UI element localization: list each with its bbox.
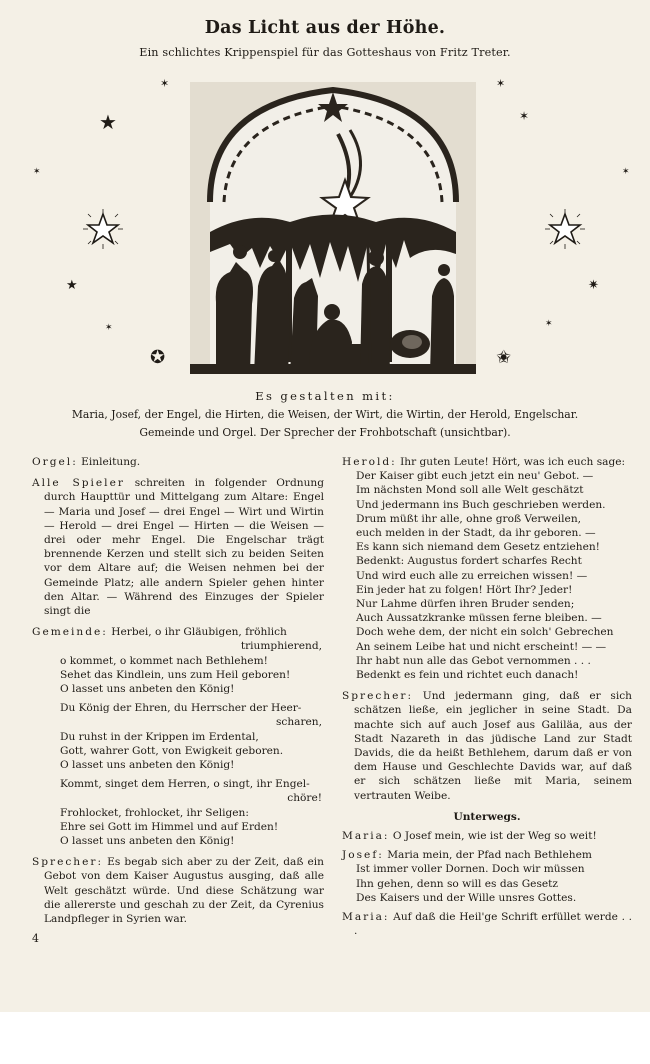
song-line: Sehet das Kindlein, uns zum Heil geboren! bbox=[60, 668, 291, 681]
verse-line: Auch Aussatzkranke müssen ferne bleiben. — bbox=[356, 612, 602, 625]
page-title: Das Licht aus der Höhe. bbox=[204, 18, 446, 38]
speaker-name: Orgel: bbox=[32, 456, 78, 468]
speaker-name: Maria: bbox=[342, 911, 390, 924]
speaker-name: Sprecher: bbox=[342, 690, 414, 703]
verse-line: Drum müßt ihr alle, ohne groß Verweilen, bbox=[356, 512, 582, 525]
verse-line: Ihn gehen, denn so will es das Gesetz bbox=[356, 877, 558, 890]
verse-line: O Josef mein, wie ist der Weg so weit! bbox=[389, 830, 597, 843]
radiant-star-icon bbox=[544, 208, 586, 250]
left-column bbox=[32, 455, 324, 926]
song-line: Kommt, singet dem Herren, o singt, ihr Engel- bbox=[60, 778, 310, 791]
small-star-icon: ★ bbox=[66, 278, 78, 293]
small-star-icon: ✶ bbox=[160, 77, 170, 90]
verse-line: Des Kaisers und der Wille unsres Gottes. bbox=[356, 891, 577, 904]
song-line: Ehre sei Gott im Himmel und auf Erden! bbox=[60, 820, 279, 833]
page-number: 4 bbox=[32, 932, 39, 945]
small-star-icon: ✶ bbox=[519, 109, 530, 123]
small-star-icon: ✶ bbox=[496, 77, 506, 90]
dialogue-line bbox=[342, 910, 632, 938]
dialogue-line bbox=[342, 829, 632, 843]
stage-direction bbox=[32, 476, 324, 618]
speaker-name: Gemeinde: bbox=[32, 626, 108, 639]
star-icon: ★ bbox=[99, 110, 117, 134]
dialogue-line bbox=[342, 455, 632, 469]
verse-line: Nur Lahme dürfen ihren Bruder senden; bbox=[356, 598, 575, 611]
song-line: triumphierend, bbox=[240, 640, 322, 653]
cast-list bbox=[20, 406, 630, 442]
speaker-name: Herold: bbox=[342, 456, 397, 468]
narration-text: Es begab sich aber zu der Zeit, daß ein Gebot von dem Kaiser Augustus ausging, daß alle Welt geschätzt würde. Und diese Schätzung war die allererste und geschah zu der Zeit, da Cyrenius Landpfleger in Syrien war. bbox=[44, 856, 324, 926]
narration bbox=[32, 855, 324, 926]
direction-text: Einleitung. bbox=[77, 456, 141, 468]
nativity-silhouette-illustration bbox=[190, 82, 476, 374]
verse-line: An seinem Leibe hat und nicht erscheint! — — bbox=[356, 640, 607, 653]
star-icon: ✬ bbox=[496, 347, 512, 368]
small-star-icon: ✷ bbox=[588, 278, 599, 293]
verse-line: Bedenkt es fein und richtet euch danach! bbox=[356, 669, 579, 682]
verse-line: Es kann sich niemand dem Gesetz entziehen! bbox=[356, 541, 600, 554]
verse-line: Bedenkt: Augustus fordert scharfes Recht bbox=[356, 555, 582, 568]
speaker-name: Sprecher: bbox=[32, 856, 104, 869]
song-line: chöre! bbox=[287, 792, 322, 805]
narration-text: Und jedermann ging, daß er sich schätzen ließe, ein jeglicher in seine Stadt. Da machte sich auf auch Josef aus Galiläa, aus der Stadt Nazareth in das jüdische Land zur Stadt Davids, die da heißt Bethlehem, darum daß er von dem Hause und Geschlechte Davids war, auf daß er sich schätzen ließe mit Maria, seinem vertrauten Weibe. bbox=[354, 690, 632, 802]
narration bbox=[342, 689, 632, 803]
direction-text: schreiten in folgender Ordnung durch Haupttür und Mittelgang zum Altare: Engel — Maria und Josef — drei Engel — Wirt und Wirtin — Herold — drei Engel — Hirten — die Weisen — drei oder mehr Engel. Die Engelschar trägt brennende Kerzen und stellt sich zu beiden Seiten vor dem Altare auf; die Weisen nehmen bei der Gemeinde Platz; alle andern Spieler gehen hinter den Altar. — Während des Einzuges der Spieler singt die bbox=[44, 477, 324, 618]
song-line: O lasset uns anbeten den König! bbox=[60, 835, 235, 848]
song-line: O lasset uns anbeten den König! bbox=[60, 683, 235, 696]
song-line: Frohlocket, frohlocket, ihr Seligen: bbox=[60, 806, 249, 819]
verse-line: Und jedermann ins Buch geschrieben werden. bbox=[356, 498, 606, 511]
tiny-star-icon: ✶ bbox=[545, 319, 553, 329]
cast-heading: Es gestalten mit: bbox=[255, 389, 395, 403]
tiny-star-icon: ✶ bbox=[33, 167, 41, 177]
song-line: O lasset uns anbeten den König! bbox=[60, 759, 235, 772]
verse-line: Ein jeder hat zu folgen! Hört Ihr? Jeder! bbox=[356, 583, 573, 596]
verse-line: Ist immer voller Dornen. Doch wir müssen bbox=[356, 863, 585, 876]
speaker-name: Maria: bbox=[342, 830, 390, 843]
verse-line: Und wird euch alle zu erreichen wissen! — bbox=[356, 569, 588, 582]
song-intro bbox=[32, 625, 324, 639]
verse-line: Der Kaiser gibt euch jetzt ein neu' Gebot. — bbox=[356, 470, 594, 483]
radiant-star-icon bbox=[82, 208, 124, 250]
stage-direction bbox=[32, 455, 324, 469]
song-line: Herbei, o ihr Gläubigen, fröhlich bbox=[107, 626, 287, 639]
verse-line: Im nächsten Mond soll alle Welt geschätzt bbox=[356, 484, 584, 497]
verse-line: Doch wehe dem, der nicht ein solch' Gebrechen bbox=[356, 626, 614, 639]
right-column bbox=[342, 455, 632, 939]
cast-line: Maria, Josef, der Engel, die Hirten, die Weisen, der Wirt, die Wirtin, der Herold, Engelschar. bbox=[71, 408, 579, 421]
speaker-name: Josef: bbox=[342, 849, 384, 862]
cast-line: Gemeinde und Orgel. Der Sprecher der Frohbotschaft (unsichtbar). bbox=[139, 426, 511, 439]
verse-line: euch melden in der Stadt, da ihr geboren. — bbox=[356, 527, 596, 540]
song-line: Du König der Ehren, du Herrscher der Heer- bbox=[60, 702, 302, 715]
verse-line: Ihr guten Leute! Hört, was ich euch sage: bbox=[396, 456, 626, 468]
tiny-star-icon: ✶ bbox=[622, 167, 630, 177]
song-line: o kommet, o kommet nach Bethlehem! bbox=[60, 654, 268, 667]
star-icon: ✪ bbox=[150, 347, 166, 368]
verse-line: Auf daß die Heil'ge Schrift erfüllet werde . . . bbox=[354, 911, 632, 938]
song-line: Du ruhst in der Krippen im Erdental, bbox=[60, 730, 259, 743]
scene-heading: Unterwegs. bbox=[453, 810, 521, 823]
verse-line: Ihr habt nun alle das Gebot vernommen . . . bbox=[356, 654, 591, 667]
verse-line: Maria mein, der Pfad nach Bethlehem bbox=[383, 849, 592, 862]
speaker-name: Alle Spieler bbox=[32, 477, 125, 490]
song-line: scharen, bbox=[275, 716, 322, 729]
page-subtitle: Ein schlichtes Krippenspiel für das Gotteshaus von Fritz Treter. bbox=[139, 46, 511, 59]
dialogue-line bbox=[342, 848, 632, 862]
song-line: Gott, wahrer Gott, von Ewigkeit geboren. bbox=[60, 744, 284, 757]
tiny-star-icon: ✶ bbox=[105, 323, 113, 333]
